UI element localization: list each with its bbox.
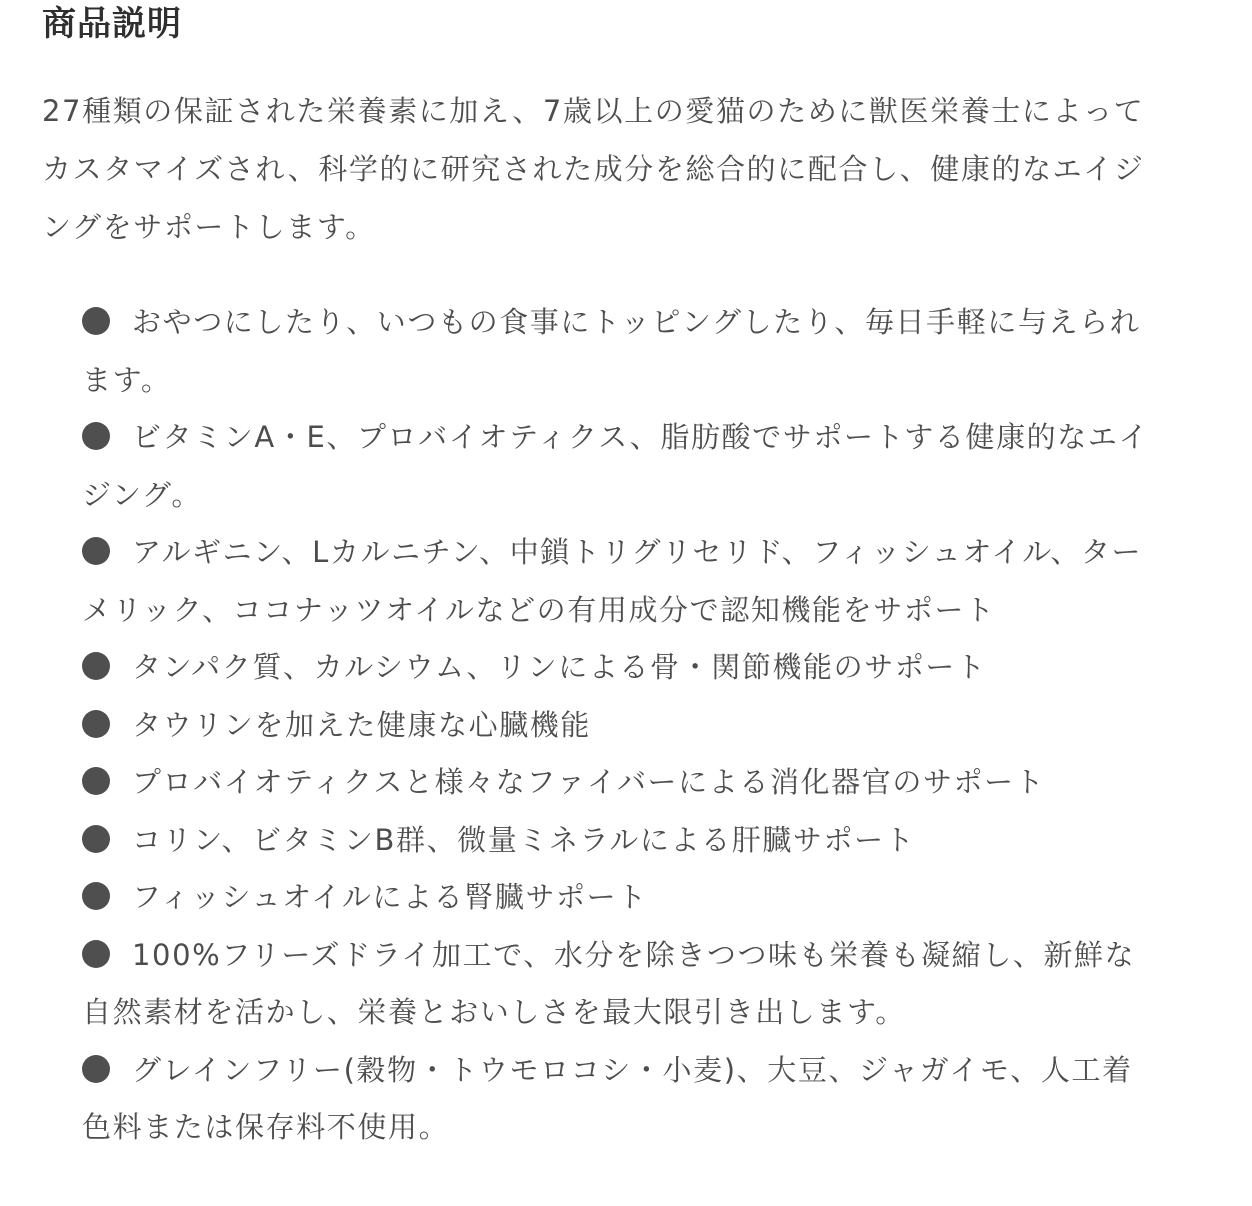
intro-paragraph: 27種類の保証された栄養素に加え、7歳以上の愛猫のために獣医栄養士によってカスタマイズされ、科学的に研究された成分を総合的に配合し、健康的なエイジングをサポートします。: [42, 94, 1145, 244]
bullet-dot-icon: [82, 307, 110, 335]
feature-item: [82, 697, 1152, 755]
feature-text: コリン、ビタミンB群、微量ミネラルによる肝臓サポート: [132, 822, 916, 857]
bullet-dot-icon: [82, 710, 110, 738]
bullet-dot-icon: [82, 1055, 110, 1083]
feature-item: [82, 927, 1152, 1042]
feature-text: フィッシュオイルによる腎臓サポート: [132, 880, 648, 914]
feature-text: タウリンを加えた健康な心臓機能: [132, 707, 592, 742]
feature-item: [82, 639, 1152, 697]
bullet-dot-icon: [82, 882, 110, 910]
feature-item: [82, 754, 1152, 812]
bullet-dot-icon: [82, 652, 110, 680]
feature-text: 100%フリーズドライ加工で、水分を除きつつ味も栄養も凝縮し、新鮮な自然素材を活かし、栄養とおいしさを最大限引き出します。: [82, 937, 1136, 1029]
feature-item: [82, 869, 1152, 927]
feature-item: [82, 1042, 1152, 1157]
feature-text: タンパク質、カルシウム、リンによる骨・関節機能のサポート: [132, 650, 987, 684]
feature-text: おやつにしたり、いつもの食事にトッピングしたり、毎日手軽に与えられます。: [82, 305, 1141, 397]
feature-text: プロバイオティクスと様々なファイバーによる消化器官のサポート: [132, 765, 1046, 799]
feature-list: [42, 294, 1152, 1157]
feature-text: グレインフリー(穀物・トウモロコシ・小麦)、大豆、ジャガイモ、人工着色料または保存料不使用。: [82, 1052, 1133, 1144]
bullet-dot-icon: [82, 825, 110, 853]
bullet-dot-icon: [82, 537, 110, 565]
bullet-dot-icon: [82, 422, 110, 450]
feature-item: [82, 812, 1152, 870]
feature-item: [82, 409, 1152, 524]
section-title: 商品説明: [42, 4, 182, 44]
feature-item: [82, 524, 1152, 639]
feature-text: アルギニン、Lカルニチン、中鎖トリグリセリド、フィッシュオイル、ターメリック、ココナッツオイルなどの有用成分で認知機能をサポート: [82, 535, 1143, 627]
feature-text: ビタミンA・E、プロバイオティクス、脂肪酸でサポートする健康的なエイジング。: [82, 420, 1150, 512]
feature-item: [82, 294, 1152, 409]
bullet-dot-icon: [82, 767, 110, 795]
bullet-dot-icon: [82, 940, 110, 968]
